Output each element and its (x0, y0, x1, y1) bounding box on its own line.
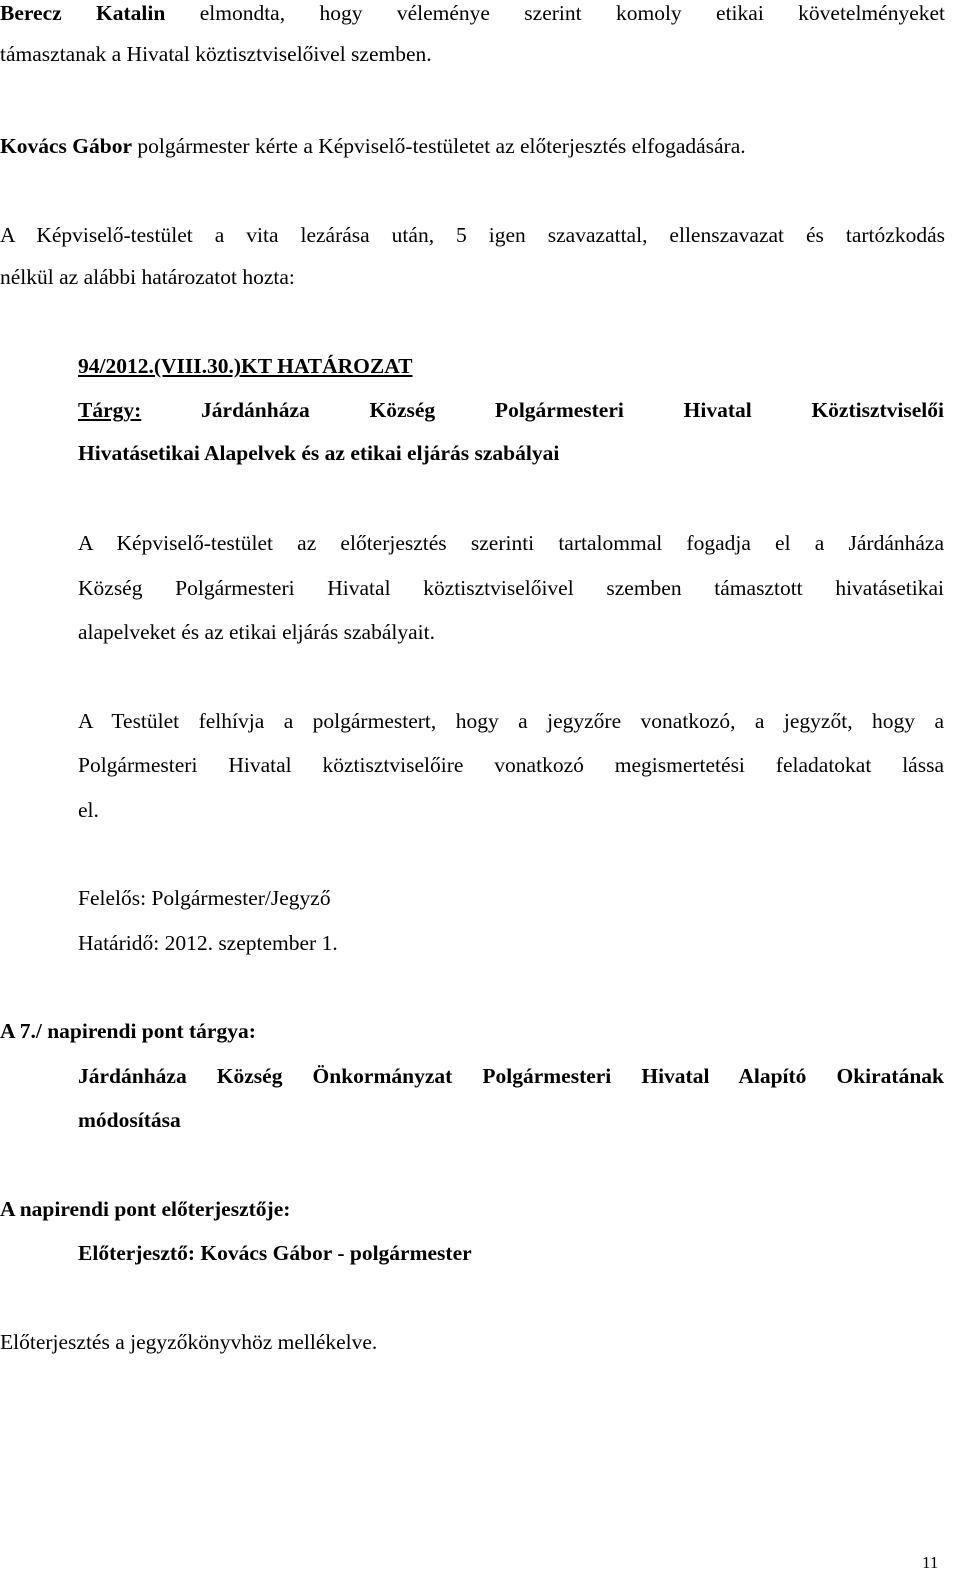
body2-line1: A Testület felhívja a polgármestert, hogy a jegyzőre vonatkozó, a jegyzőt, hogy a (78, 709, 944, 733)
page-number: 11 (922, 1553, 939, 1572)
agenda7-heading: A 7./ napirendi pont tárgya: (0, 1019, 256, 1043)
p3-line1: A Képviselő-testület a vita lezárása után, 5 igen szavazattal, ellenszavazat és tartózkodás (0, 223, 945, 247)
responsible: Felelős: Polgármester/Jegyző (78, 886, 331, 910)
body2-line2: Polgármesteri Hivatal köztisztviselőire vonatkozó megismertetési feladatokat lássa (78, 753, 944, 777)
p2-line (0, 133, 746, 159)
p1-line1 (0, 0, 945, 26)
resolution-subject-line2: Hivatásetikai Alapelvek és az etikai eljárás szabályai (78, 441, 560, 465)
agenda7-title-line1: Járdánháza Község Önkormányzat Polgármesteri Hivatal Alapító Okiratának (78, 1064, 944, 1088)
presenter: Előterjesztő: Kovács Gábor - polgármester (78, 1241, 472, 1265)
body1-line3: alapelveket és az etikai eljárás szabályait. (78, 620, 435, 644)
p1-speaker: Berecz Katalin (0, 1, 166, 25)
attachment-note: Előterjesztés a jegyzőkönyvhöz mellékelve. (0, 1330, 378, 1354)
subject-line1: Járdánháza Község Polgármesteri Hivatal Köztisztviselői (201, 398, 944, 422)
presenter-heading: A napirendi pont előterjesztője: (0, 1197, 291, 1221)
deadline: Határidő: 2012. szeptember 1. (78, 931, 338, 955)
body1-line2: Község Polgármesteri Hivatal köztisztviselőivel szemben támasztott hivatásetikai (78, 576, 944, 600)
resolution-subject-line1 (78, 397, 944, 423)
subject-label: Tárgy: (78, 398, 142, 422)
p2-speaker: Kovács Gábor (0, 134, 132, 158)
p2-rest: polgármester kérte a Képviselő-testületet az előterjesztés elfogadására. (137, 134, 746, 158)
body1-line1: A Képviselő-testület az előterjesztés szerinti tartalommal fogadja el a Járdánháza (78, 531, 944, 555)
p3-line2: nélkül az alábbi határozatot hozta: (0, 265, 295, 289)
agenda7-title-line2: módosítása (78, 1108, 181, 1132)
p1-line1-rest: elmondta, hogy véleménye szerint komoly etikai követelményeket (199, 1, 946, 25)
body2-line3: el. (78, 798, 99, 822)
p1-line2: támasztanak a Hivatal köztisztviselőivel szemben. (0, 42, 432, 66)
resolution-title: 94/2012.(VIII.30.)KT HATÁROZAT (78, 354, 413, 378)
